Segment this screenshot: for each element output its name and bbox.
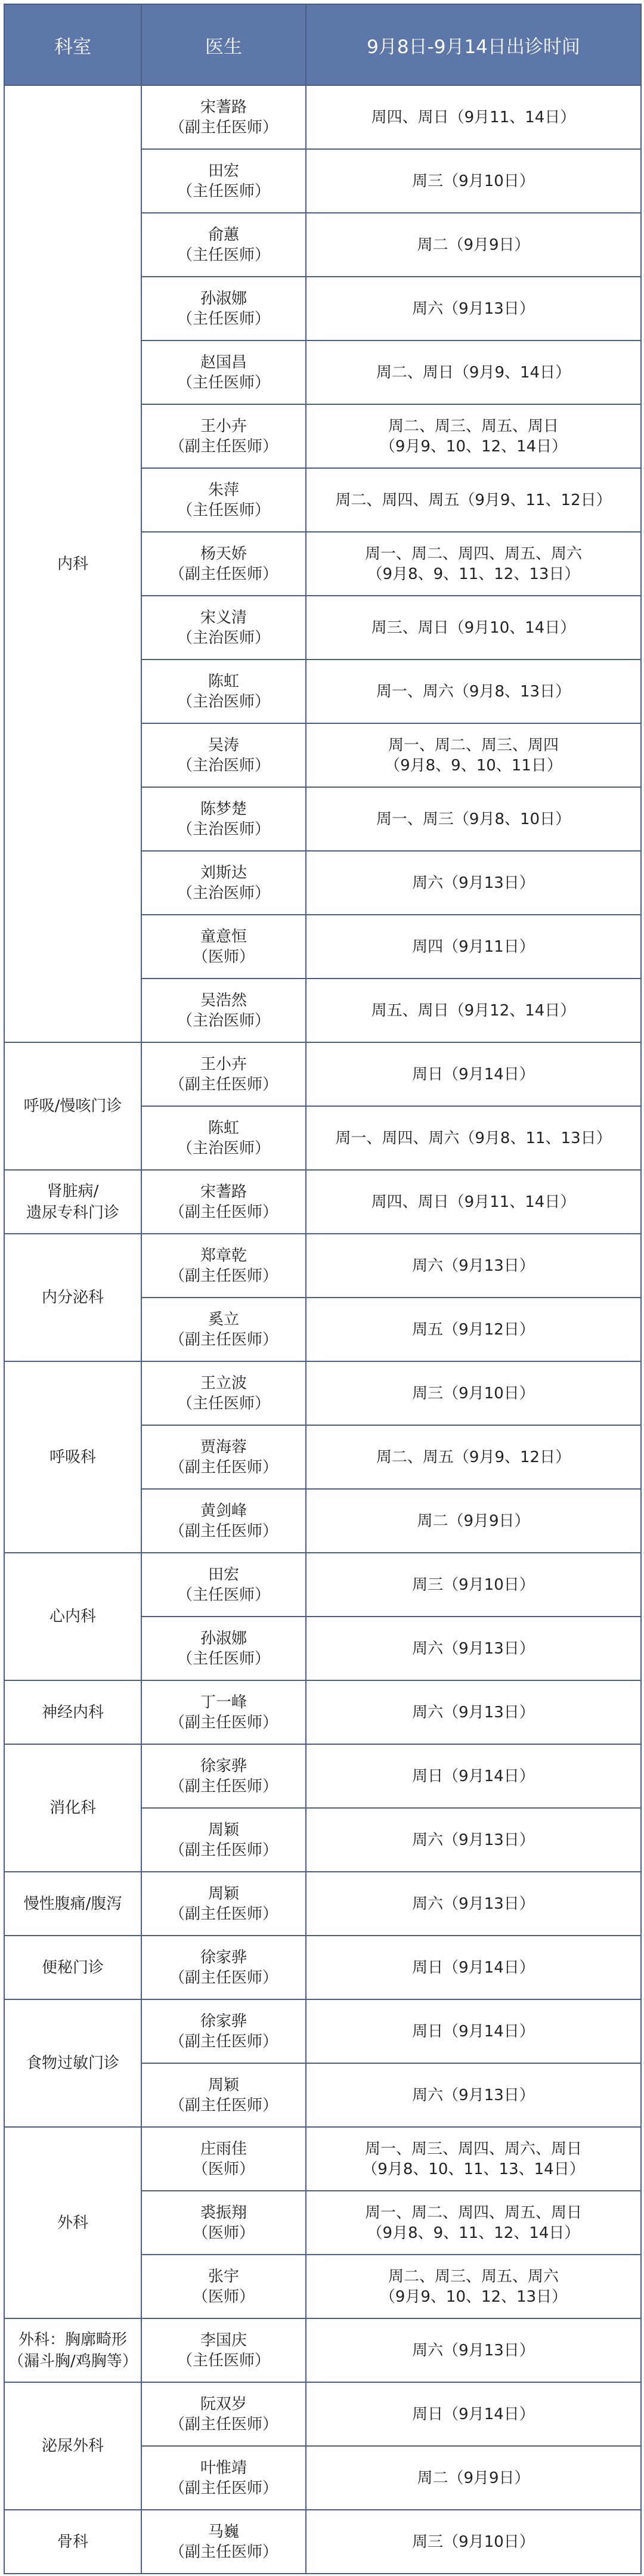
- schedule-time-cell: [306, 1744, 641, 1808]
- doctor-name: 王小卉: [200, 417, 247, 435]
- doctor-name: 周颖: [208, 1884, 239, 1903]
- doctor-name: 郑章乾: [200, 1246, 247, 1265]
- schedule-time-cell: [306, 1489, 641, 1553]
- table-row: [4, 1361, 641, 1425]
- doctor-cell: [141, 1234, 306, 1298]
- schedule-time-cell: [306, 1106, 641, 1170]
- table-row: [4, 2510, 641, 2574]
- doctor-cell: [141, 340, 306, 404]
- doctor-name: 张宇: [208, 2267, 239, 2286]
- doctor-cell: [141, 1872, 306, 1936]
- schedule-days: 周二、周四、周五（9月9、11、12日）: [335, 491, 612, 509]
- schedule-days: 周二（9月9日）: [417, 1512, 530, 1530]
- schedule-time-cell: [306, 1361, 641, 1425]
- doctor-cell: [141, 1042, 306, 1106]
- doctor-title: （主治医师）: [177, 628, 270, 647]
- doctor-name: 周颖: [208, 2076, 239, 2094]
- doctor-title: （副主任医师）: [169, 1522, 278, 1540]
- doctor-cell: [141, 1744, 306, 1808]
- schedule-time-cell: [306, 660, 641, 723]
- doctor-title: （副主任医师）: [169, 1905, 278, 1923]
- doctor-cell: [141, 2318, 306, 2382]
- doctor-name: 陈虹: [208, 672, 239, 691]
- department-line: （漏斗胸/鸡胸等）: [8, 2352, 138, 2370]
- schedule-days: 周三（9月10日）: [412, 1384, 535, 1402]
- table-row: [4, 1936, 641, 1999]
- doctor-title: （副主任医师）: [169, 1713, 278, 1732]
- schedule-days: 周六（9月13日）: [412, 2086, 535, 2104]
- schedule-time-cell: [306, 723, 641, 787]
- doctor-name: 田宏: [208, 1565, 239, 1584]
- department-cell: [4, 2318, 141, 2382]
- schedule-time-cell: [306, 1936, 641, 1999]
- doctor-cell: [141, 1489, 306, 1553]
- schedule-days: 周六（9月13日）: [412, 1831, 535, 1849]
- doctor-title: （副主任医师）: [169, 2479, 278, 2497]
- header-dept: 科室: [4, 4, 141, 85]
- doctor-title: （主治医师）: [177, 692, 270, 711]
- schedule-days: 周二、周五（9月9、12日）: [376, 1448, 571, 1466]
- doctor-title: （副主任医师）: [169, 1267, 278, 1285]
- schedule-days: 周日（9月14日）: [412, 1767, 535, 1785]
- doctor-name: 宋义清: [200, 608, 247, 627]
- doctor-cell: [141, 1170, 306, 1234]
- doctor-name: 阮双岁: [200, 2395, 247, 2413]
- schedule-days: 周一、周三（9月8、10日）: [376, 810, 571, 828]
- doctor-name: 吴浩然: [200, 991, 247, 1010]
- schedule-days: 周日（9月14日）: [412, 1065, 535, 1083]
- schedule-time-cell: [306, 2446, 641, 2510]
- doctor-name: 王立波: [200, 1374, 247, 1392]
- schedule-time-cell: [306, 468, 641, 532]
- schedule-time-cell: [306, 213, 641, 277]
- schedule-days: 周五（9月12日）: [412, 1320, 535, 1339]
- header-time: 9月8日-9月14日出诊时间: [306, 4, 641, 85]
- schedule-time-cell: [306, 1808, 641, 1872]
- schedule-time-cell: [306, 2318, 641, 2382]
- doctor-cell: [141, 277, 306, 340]
- schedule-dates: （9月8、9、11、12、14日）: [367, 2224, 580, 2242]
- doctor-name: 田宏: [208, 162, 239, 180]
- doctor-cell: [141, 1106, 306, 1170]
- department-line: 外科：胸廓畸形: [18, 2330, 127, 2349]
- table-row: [4, 2382, 641, 2446]
- doctor-title: （主治医师）: [177, 756, 270, 775]
- table-row: [4, 1680, 641, 1744]
- schedule-time-cell: [306, 340, 641, 404]
- department-cell: 呼吸科: [4, 1361, 141, 1553]
- schedule-time-cell: [306, 2127, 641, 2191]
- doctor-title: （医师）: [192, 948, 255, 966]
- schedule-time-cell: [306, 532, 641, 596]
- schedule-days: 周六（9月13日）: [412, 1639, 535, 1658]
- doctor-title: （主任医师）: [177, 373, 270, 392]
- schedule-time-cell: [306, 1234, 641, 1298]
- doctor-cell: [141, 2127, 306, 2191]
- schedule-time-cell: [306, 1298, 641, 1361]
- doctor-cell: [141, 2191, 306, 2255]
- schedule-time-cell: [306, 1872, 641, 1936]
- doctor-cell: [141, 1617, 306, 1680]
- schedule-days: 周日（9月14日）: [412, 1958, 535, 1977]
- schedule-days: 周三、周日（9月10、14日）: [371, 618, 576, 637]
- doctor-cell: [141, 851, 306, 915]
- doctor-cell: [141, 468, 306, 532]
- schedule-time-cell: [306, 2191, 641, 2255]
- table-row: [4, 1553, 641, 1617]
- schedule-days: 周三（9月10日）: [412, 172, 535, 190]
- doctor-name: 赵国昌: [200, 353, 247, 371]
- doctor-title: （副主任医师）: [169, 1841, 278, 1859]
- doctor-cell: [141, 915, 306, 979]
- doctor-title: （副主任医师）: [169, 2415, 278, 2433]
- doctor-name: 宋蓍路: [200, 98, 247, 116]
- doctor-name: 奚立: [208, 1310, 239, 1329]
- doctor-name: 俞蕙: [208, 225, 239, 244]
- doctor-title: （主任医师）: [177, 309, 270, 328]
- department-cell: 泌尿外科: [4, 2382, 141, 2510]
- doctor-name: 黄剑峰: [200, 1501, 247, 1520]
- department-cell: 内科: [4, 85, 141, 1042]
- schedule-days: 周五、周日（9月12、14日）: [371, 1001, 576, 1020]
- doctor-cell: [141, 1680, 306, 1744]
- doctor-name: 徐家骅: [200, 2012, 247, 2030]
- schedule-days: 周一、周三、周四、周六、周日: [364, 2140, 582, 2158]
- schedule-time-cell: [306, 1999, 641, 2063]
- schedule-days: 周四（9月11日）: [412, 937, 535, 956]
- doctor-title: （主治医师）: [177, 1011, 270, 1030]
- doctor-name: 李国庆: [200, 2331, 247, 2349]
- schedule-days: 周六（9月13日）: [412, 1703, 535, 1722]
- doctor-name: 徐家骅: [200, 1948, 247, 1967]
- department-line: 遗尿专科门诊: [26, 1203, 119, 1222]
- doctor-cell: [141, 979, 306, 1042]
- department-cell: 外科: [4, 2127, 141, 2318]
- schedule-dates: （9月8、9、10、11日）: [385, 756, 562, 775]
- schedule-time-cell: [306, 2063, 641, 2127]
- doctor-title: （医师）: [192, 2287, 255, 2306]
- doctor-title: （主治医师）: [177, 820, 270, 838]
- doctor-cell: [141, 596, 306, 660]
- doctor-name: 贾海蓉: [200, 1438, 247, 1456]
- schedule-table: [4, 4, 642, 2574]
- doctor-title: （医师）: [192, 2224, 255, 2242]
- doctor-title: （主任医师）: [177, 2351, 270, 2370]
- schedule-time-cell: [306, 915, 641, 979]
- schedule-body: [4, 85, 641, 2574]
- doctor-name: 马巍: [208, 2522, 239, 2541]
- doctor-title: （副主任医师）: [169, 2032, 278, 2051]
- doctor-name: 庄雨佳: [200, 2140, 247, 2158]
- doctor-name: 陈梦楚: [200, 800, 247, 818]
- schedule-time-cell: [306, 149, 641, 213]
- schedule-days: 周一、周六（9月8、13日）: [376, 682, 571, 701]
- header-doctor: 医生: [141, 4, 306, 85]
- schedule-days: 周六（9月13日）: [412, 2341, 535, 2360]
- schedule-time-cell: [306, 787, 641, 851]
- schedule-days: 周二、周三、周五、周日: [388, 417, 559, 435]
- table-row: [4, 1744, 641, 1808]
- schedule-days: 周日（9月14日）: [412, 2022, 535, 2041]
- table-row: [4, 1170, 641, 1234]
- doctor-name: 杨天娇: [200, 544, 247, 563]
- doctor-title: （副主任医师）: [169, 1330, 278, 1349]
- schedule-days: 周二、周三、周五、周六: [388, 2267, 559, 2286]
- schedule-time-cell: [306, 1680, 641, 1744]
- doctor-title: （医师）: [192, 2160, 255, 2178]
- doctor-title: （副主任医师）: [169, 2543, 278, 2561]
- doctor-title: （副主任医师）: [169, 1075, 278, 1094]
- doctor-cell: [141, 660, 306, 723]
- doctor-name: 裘振翔: [200, 2203, 247, 2222]
- schedule-time-cell: [306, 1553, 641, 1617]
- doctor-name: 吴涛: [208, 736, 239, 754]
- doctor-name: 宋蓍路: [200, 1182, 247, 1201]
- schedule-days: 周四、周日（9月11、14日）: [371, 108, 576, 126]
- table-row: [4, 1872, 641, 1936]
- doctor-cell: [141, 404, 306, 468]
- doctor-cell: [141, 2063, 306, 2127]
- doctor-cell: [141, 787, 306, 851]
- doctor-name: 叶惟靖: [200, 2459, 247, 2477]
- schedule-days: 周六（9月13日）: [412, 1256, 535, 1275]
- header-row: [4, 4, 641, 85]
- schedule-time-cell: [306, 1042, 641, 1106]
- schedule-days: 周二（9月9日）: [417, 2469, 530, 2487]
- schedule-days: 周一、周二、周四、周五、周六: [364, 544, 582, 563]
- table-row: [4, 1042, 641, 1106]
- schedule-time-cell: [306, 1617, 641, 1680]
- doctor-name: 丁一峰: [200, 1693, 247, 1711]
- doctor-cell: [141, 1361, 306, 1425]
- doctor-cell: [141, 1298, 306, 1361]
- schedule-dates: （9月8、10、11、13、14日）: [362, 2160, 585, 2178]
- doctor-name: 童意恒: [200, 927, 247, 946]
- schedule-time-cell: [306, 979, 641, 1042]
- schedule-days: 周六（9月13日）: [412, 1894, 535, 1913]
- doctor-cell: [141, 2510, 306, 2574]
- department-cell: [4, 1170, 141, 1234]
- doctor-name: 徐家骅: [200, 1757, 247, 1775]
- table-row: [4, 2127, 641, 2191]
- doctor-cell: [141, 2255, 306, 2318]
- schedule-time-cell: [306, 596, 641, 660]
- doctor-title: （副主任医师）: [169, 1968, 278, 1987]
- doctor-cell: [141, 1425, 306, 1489]
- schedule-days: 周二、周日（9月9、14日）: [376, 363, 571, 382]
- doctor-name: 朱萍: [208, 481, 239, 499]
- doctor-cell: [141, 1999, 306, 2063]
- doctor-title: （副主任医师）: [169, 565, 278, 583]
- schedule-time-cell: [306, 1425, 641, 1489]
- schedule-days: 周日（9月14日）: [412, 2405, 535, 2423]
- department-cell: 呼吸/慢咳门诊: [4, 1042, 141, 1170]
- schedule-days: 周二（9月9日）: [417, 236, 530, 254]
- schedule-days: 周一、周四、周六（9月8、11、13日）: [335, 1129, 612, 1147]
- schedule-days: 周六（9月13日）: [412, 299, 535, 318]
- doctor-title: （主任医师）: [177, 1586, 270, 1604]
- schedule-days: 周一、周二、周四、周五、周日: [364, 2203, 582, 2222]
- doctor-cell: [141, 149, 306, 213]
- department-cell: 便秘门诊: [4, 1936, 141, 1999]
- schedule-time-cell: [306, 2255, 641, 2318]
- department-cell: 内分泌科: [4, 1234, 141, 1361]
- doctor-cell: [141, 532, 306, 596]
- doctor-name: 刘斯达: [200, 863, 247, 882]
- doctor-name: 陈虹: [208, 1119, 239, 1137]
- schedule-time-cell: [306, 277, 641, 340]
- doctor-title: （副主任医师）: [169, 1458, 278, 1476]
- doctor-cell: [141, 213, 306, 277]
- schedule-time-cell: [306, 851, 641, 915]
- department-cell: 心内科: [4, 1553, 141, 1680]
- schedule-dates: （9月9、10、12、13日）: [379, 2287, 568, 2306]
- doctor-title: （主治医师）: [177, 884, 270, 902]
- schedule-days: 周一、周二、周三、周四: [388, 736, 559, 754]
- doctor-title: （副主任医师）: [169, 1777, 278, 1795]
- schedule-time-cell: [306, 2382, 641, 2446]
- table-row: [4, 2318, 641, 2382]
- doctor-name: 王小卉: [200, 1055, 247, 1073]
- doctor-name: 周颖: [208, 1820, 239, 1839]
- doctor-cell: [141, 1553, 306, 1617]
- schedule-dates: （9月9、10、12、14日）: [379, 437, 568, 456]
- doctor-name: 孙淑娜: [200, 289, 247, 308]
- doctor-title: （副主任医师）: [169, 118, 278, 137]
- doctor-title: （主任医师）: [177, 501, 270, 519]
- doctor-name: 孙淑娜: [200, 1629, 247, 1648]
- schedule-time-cell: [306, 404, 641, 468]
- doctor-cell: [141, 85, 306, 149]
- schedule-days: 周三（9月10日）: [412, 2532, 535, 2551]
- table-row: [4, 1999, 641, 2063]
- department-cell: 骨科: [4, 2510, 141, 2574]
- schedule-dates: （9月8、9、11、12、13日）: [367, 565, 580, 583]
- department-cell: 神经内科: [4, 1680, 141, 1744]
- doctor-title: （副主任医师）: [169, 437, 278, 456]
- schedule-time-cell: [306, 85, 641, 149]
- schedule-time-cell: [306, 2510, 641, 2574]
- schedule-time-cell: [306, 1170, 641, 1234]
- doctor-title: （主任医师）: [177, 1649, 270, 1668]
- table-row: [4, 1234, 641, 1298]
- doctor-title: （副主任医师）: [169, 1203, 278, 1221]
- doctor-cell: [141, 1808, 306, 1872]
- doctor-cell: [141, 1936, 306, 1999]
- department-cell: 慢性腹痛/腹泻: [4, 1872, 141, 1936]
- table-row: [4, 85, 641, 149]
- doctor-title: （副主任医师）: [169, 2096, 278, 2114]
- schedule-days: 周六（9月13日）: [412, 874, 535, 892]
- doctor-cell: [141, 2446, 306, 2510]
- doctor-title: （主治医师）: [177, 1139, 270, 1157]
- doctor-cell: [141, 723, 306, 787]
- doctor-title: （主任医师）: [177, 1394, 270, 1413]
- doctor-cell: [141, 2382, 306, 2446]
- department-cell: 消化科: [4, 1744, 141, 1872]
- department-cell: 食物过敏门诊: [4, 1999, 141, 2127]
- doctor-title: （主任医师）: [177, 246, 270, 264]
- schedule-days: 周三（9月10日）: [412, 1575, 535, 1594]
- schedule-days: 周四、周日（9月11、14日）: [371, 1193, 576, 1211]
- doctor-title: （主任医师）: [177, 182, 270, 200]
- department-line: 肾脏病/: [47, 1182, 99, 1200]
